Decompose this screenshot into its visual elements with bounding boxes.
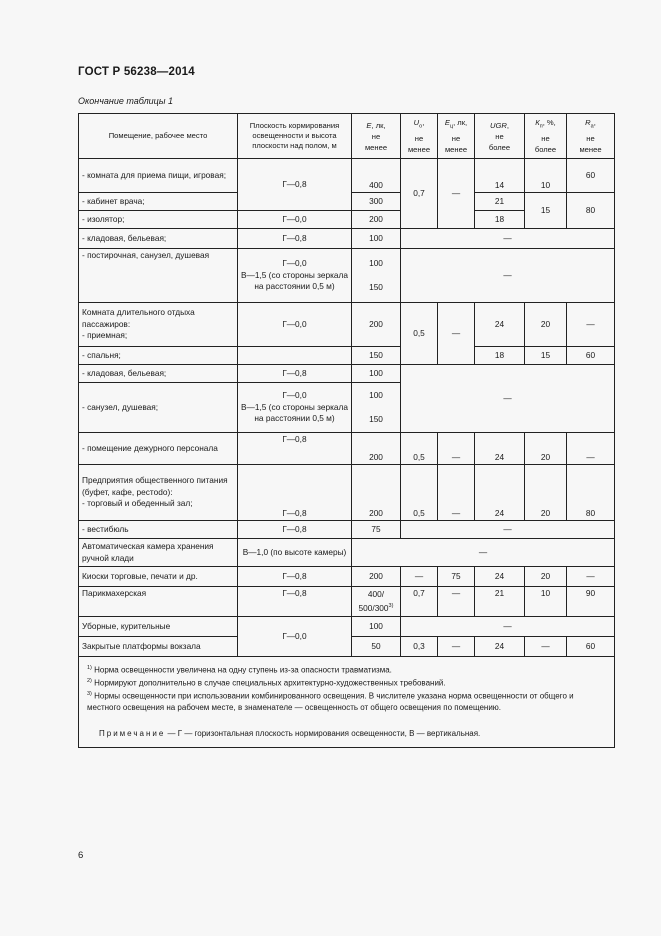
K-cell: 10 xyxy=(525,587,567,617)
E-cell: 200 xyxy=(352,465,401,521)
document-title: ГОСТ Р 56238—2014 xyxy=(78,66,195,78)
table-note: Примечание — Г — горизонтальная плоскость нормирования освещенности, В — вертикальная. xyxy=(99,728,481,738)
room-cell: - кладовая, бельевая; xyxy=(79,365,238,383)
col-header-UGR: UGR, не более xyxy=(475,114,525,159)
U-cell: 0,7 xyxy=(401,159,438,229)
plane-cell: Г—0,8 xyxy=(238,465,352,521)
plane-cell xyxy=(238,347,352,365)
plane-cell: Г—0,0 В—1,5 (со стороны зеркала на расстоянии 0,5 м) xyxy=(238,249,352,303)
UGR-cell: 24 xyxy=(475,303,525,347)
plane-cell: Г—0,8 xyxy=(238,365,352,383)
plane-cell: Г—0,0 xyxy=(238,211,352,229)
E-cell: 400/ 500/300$^{3)}$ xyxy=(352,587,401,617)
table-row xyxy=(79,617,615,637)
E-cell: 200 xyxy=(352,211,401,229)
room-cell: - спальня; xyxy=(79,347,238,365)
footnote-2: $^{2)}$ Нормируют дополнительно в случае специальных архитектурно-художественных требований. xyxy=(87,678,446,688)
U-cell: 0,5 xyxy=(401,465,438,521)
table-row xyxy=(79,303,615,347)
E-cell: 100 xyxy=(352,229,401,249)
U-cell: 0,3 xyxy=(401,637,438,657)
Ec-cell: — xyxy=(438,303,475,365)
col-header-room: Помещение, рабочее место xyxy=(79,114,238,159)
table-row xyxy=(79,365,615,383)
E-cell: 75 xyxy=(352,521,401,539)
R-cell: — xyxy=(567,303,615,347)
R-cell: 60 xyxy=(567,347,615,365)
table-row xyxy=(79,249,615,303)
table-header-row xyxy=(79,114,615,159)
K-cell: 10 xyxy=(525,159,567,193)
E-cell: 200 xyxy=(352,567,401,587)
UGR-cell: 21 xyxy=(475,193,525,211)
Ec-cell: — xyxy=(438,159,475,229)
table-row xyxy=(79,587,615,617)
lighting-norms-table xyxy=(78,113,615,748)
U-cell: 0,7 xyxy=(401,587,438,617)
table-row xyxy=(79,567,615,587)
E-cell: 100 150 xyxy=(352,383,401,433)
R-cell: 90 xyxy=(567,587,615,617)
U-cell: 0,5 xyxy=(401,303,438,365)
UGR-cell: 24 xyxy=(475,465,525,521)
R-cell: — xyxy=(567,433,615,465)
R-cell: 80 xyxy=(567,465,615,521)
UGR-cell: 18 xyxy=(475,211,525,229)
K-cell: 20 xyxy=(525,433,567,465)
K-cell: 15 xyxy=(525,193,567,229)
plane-cell: Г—0,8 xyxy=(238,229,352,249)
footnotes-cell xyxy=(79,657,615,748)
UGR-cell: 14 xyxy=(475,159,525,193)
plane-cell: Г—0,8 xyxy=(238,567,352,587)
merged-values-cell: — xyxy=(401,617,615,637)
room-cell: - постирочная, санузел, душевая xyxy=(79,249,238,303)
table-row xyxy=(79,521,615,539)
K-cell: 15 xyxy=(525,347,567,365)
R-cell: 60 xyxy=(567,637,615,657)
merged-values-cell: — xyxy=(401,249,615,303)
Ec-cell: — xyxy=(438,637,475,657)
room-cell: Автоматическая камера хранения ручной клади xyxy=(79,539,238,567)
table-row xyxy=(79,347,615,365)
plane-cell: Г—0,0 xyxy=(238,617,352,657)
U-cell: 0,5 xyxy=(401,433,438,465)
col-header-plane: Плоскость кормирования освещенности и высота плоскости над полом, м xyxy=(238,114,352,159)
Ec-cell: 75 xyxy=(438,567,475,587)
table-row xyxy=(79,539,615,567)
col-header-R: $R_a$, не менее xyxy=(567,114,615,159)
UGR-cell: 18 xyxy=(475,347,525,365)
plane-cell: Г—0,8 xyxy=(238,159,352,211)
K-cell: 20 xyxy=(525,303,567,347)
E-cell: 150 xyxy=(352,347,401,365)
footnote-1: $^{1)}$ Норма освещенности увеличена на одну ступень из-за опасности травматизма. xyxy=(87,665,392,675)
plane-cell: Г—0,0 xyxy=(238,303,352,347)
Ec-cell: — xyxy=(438,433,475,465)
room-cell: - кладовая, бельевая; xyxy=(79,229,238,249)
UGR-cell: 24 xyxy=(475,637,525,657)
plane-cell: Г—0,8 xyxy=(238,587,352,617)
E-cell: 200 xyxy=(352,303,401,347)
merged-values-cell: — xyxy=(401,521,615,539)
E-cell: 100 xyxy=(352,365,401,383)
Ec-cell: — xyxy=(438,587,475,617)
Ec-cell: — xyxy=(438,465,475,521)
E-cell: 50 xyxy=(352,637,401,657)
plane-cell: В—1,0 (по высоте камеры) xyxy=(238,539,352,567)
room-cell: Уборные, курительные xyxy=(79,617,238,637)
E-cell: 100 150 xyxy=(352,249,401,303)
U-cell: — xyxy=(401,567,438,587)
page-number: 6 xyxy=(78,850,84,861)
room-cell: Закрытые платформы вокзала xyxy=(79,637,238,657)
K-cell: 20 xyxy=(525,465,567,521)
K-cell: 20 xyxy=(525,567,567,587)
R-cell: 60 xyxy=(567,159,615,193)
plane-cell: Г—0,8 xyxy=(238,521,352,539)
table-row xyxy=(79,229,615,249)
E-cell: 100 xyxy=(352,617,401,637)
UGR-cell: 21 xyxy=(475,587,525,617)
table-caption: Окончание таблицы 1 xyxy=(78,96,173,106)
table-row xyxy=(79,433,615,465)
E-cell: 200 xyxy=(352,433,401,465)
R-cell: 80 xyxy=(567,193,615,229)
E-cell: 400 xyxy=(352,159,401,193)
room-cell: Парикмахерская xyxy=(79,587,238,617)
footnote-3: $^{3)}$ Нормы освещенности при использовании комбинированного освещения. В числителе указана норма освещенности от общего и местного освещения на рабочем месте, в знаменателе — освещенность от общего освещения по помещению. xyxy=(87,691,574,713)
plane-cell: Г—0,8 xyxy=(238,433,352,465)
E-cell: 300 xyxy=(352,193,401,211)
col-header-U: $U_о$, не менее xyxy=(401,114,438,159)
room-cell: Киоски торговые, печати и др. xyxy=(79,567,238,587)
R-cell: — xyxy=(567,567,615,587)
col-header-Ec: $Е_ц$, лк, не менее xyxy=(438,114,475,159)
footnotes-row xyxy=(79,657,615,748)
room-cell: Предприятия общественного питания (буфет, кафе, рестоdo): - торговый и обеденный зал; xyxy=(79,465,238,521)
room-cell: - помещение дежурного персонала xyxy=(79,433,238,465)
col-header-E: Е, лк, не менее xyxy=(352,114,401,159)
merged-values-cell: — xyxy=(401,229,615,249)
UGR-cell: 24 xyxy=(475,433,525,465)
col-header-K: $К_п$, %, не более xyxy=(525,114,567,159)
room-cell: - изолятор; xyxy=(79,211,238,229)
K-cell: — xyxy=(525,637,567,657)
merged-values-cell: — xyxy=(352,539,615,567)
room-cell: - вестибюль xyxy=(79,521,238,539)
room-cell: - комната для приема пищи, игровая; xyxy=(79,159,238,193)
table-row xyxy=(79,159,615,193)
merged-values-cell: — xyxy=(401,365,615,433)
room-cell: Комната длительного отдыха пассажиров: - приемная; xyxy=(79,303,238,347)
table-row xyxy=(79,465,615,521)
UGR-cell: 24 xyxy=(475,567,525,587)
plane-cell: Г—0,0 В—1,5 (со стороны зеркала на расстоянии 0,5 м) xyxy=(238,383,352,433)
room-cell: - кабинет врача; xyxy=(79,193,238,211)
room-cell: - санузел, душевая; xyxy=(79,383,238,433)
